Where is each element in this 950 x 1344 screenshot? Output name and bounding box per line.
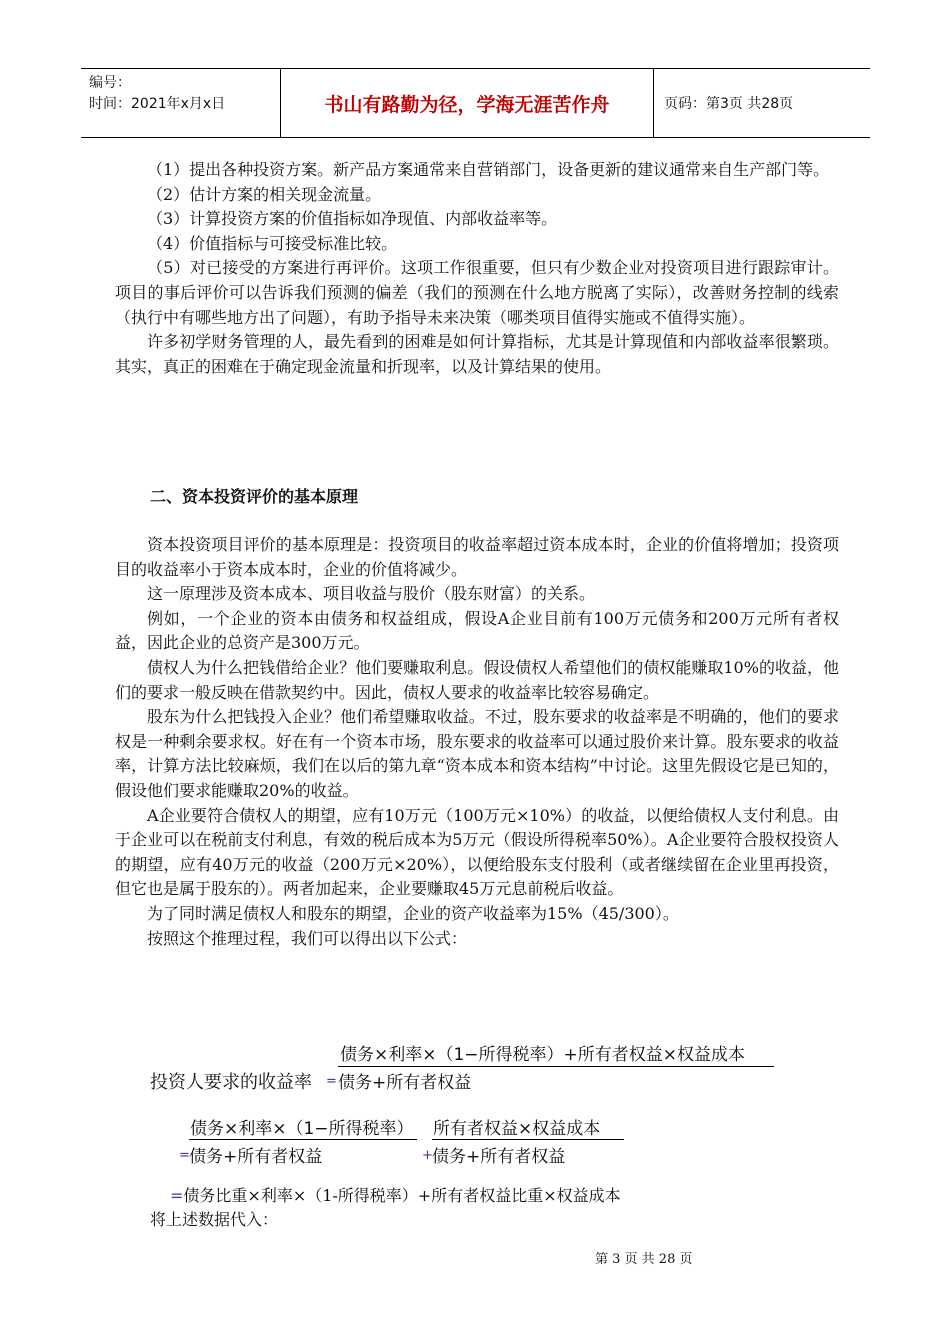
formula2-denominator-2: 债务+所有者权益 [432,1147,566,1167]
paragraph: 按照这个推理过程，我们可以得出以下公式： [147,928,468,948]
section-title: 二、资本投资评价的基本原理 [150,487,359,506]
doc-number: 编号： [89,75,131,91]
formula1-numerator: 债务×利率×（1−所得税率）+所有者权益×权益成本 [340,1045,746,1065]
formula1-lhs: 投资人要求的收益率 [150,1072,312,1093]
paragraph: A企业要符合债权人的期望，应有10万元（100万元×10%）的收益，以便给债权人支付利息。由于企业可以在税前支付利息，有效的税后成本为5万元（假设所得税率50%）。A企业要符合股权投资人的期望，应有40万元的收益（200万元×20%），以便给股东支付股利（或者继续留在企业里再投资，但它也是属于股东的）。两者加起来，企业要赚取45万元息前税后收益。 [115,805,839,899]
formula1-fraction-bar [338,1066,774,1067]
paragraph: （2）估计方案的相关现金流量。 [147,184,382,204]
formula2-numerator-2: 所有者权益×权益成本 [433,1119,601,1139]
paragraph: 为了同时满足债权人和股东的期望，企业的资产收益率为15%（45/300）。 [147,903,679,923]
body-mid [115,533,839,951]
formula2-fraction-bar-1 [189,1139,417,1140]
header-page-info: 页码：第3页 共28页 [664,96,794,112]
formula3-text: 债务比重×利率×（1-所得税率）+所有者权益比重×权益成本 [183,1186,621,1205]
formula3 [170,1183,621,1206]
paragraph: 这一原理涉及资本成本、项目收益与股价（股东财富）的关系。 [147,584,596,604]
header-meta [81,69,281,137]
last-line: 将上述数据代入： [150,1210,279,1229]
paragraph: （1）提出各种投资方案。新产品方案通常来自营销部门，设备更新的建议通常来自生产部门等。 [147,160,830,179]
doc-date: 时间：2021年x月x日 [89,96,226,112]
formula2-denominator-1: 债务+所有者权益 [189,1147,323,1167]
formula1-denominator: 债务+所有者权益 [338,1073,472,1093]
formula1-equals: = [326,1074,337,1089]
formula3-equals: = [170,1186,184,1205]
body-top [115,158,839,379]
page-footer: 第 3 页 共 28 页 [595,1252,693,1267]
page-header [81,68,870,138]
paragraph: 许多初学财务管理的人，最先看到的困难是如何计算指标，尤其是计算现值和内部收益率很繁琐。其实，真正的困难在于确定现金流量和折现率，以及计算结果的使用。 [115,332,839,376]
paragraph: （5）对已接受的方案进行再评价。这项工作很重要，但只有少数企业对投资项目进行跟踪审计。项目的事后评价可以告诉我们预测的偏差（我们的预测在什么地方脱离了实际），改善财务控制的线索（执行中有哪些地方出了问题），有助予指导未来决策（哪类项目值得实施或不值得实施）。 [115,258,839,327]
formula2-equals: = [179,1148,190,1163]
paragraph: 债权人为什么把钱借给企业？他们要赚取利息。假设债权人希望他们的债权能赚取10%的收益，他们的要求一般反映在借款契约中。因此，债权人要求的收益率比较容易确定。 [115,657,839,702]
paragraph: （3）计算投资方案的价值指标如净现值、内部收益率等。 [147,209,558,229]
paragraph: 股东为什么把钱投入企业？他们希望赚取收益。不过，股东要求的收益率是不明确的，他们的要求权是一种剩余要求权。好在有一个资本市场，股东要求的收益率可以通过股价来计算。股东要求的收益率，计算方法比较麻烦，我们在以后的第九章“资本成本和资本结构”中讨论。这里先假设它是已知的，假设他们要求能赚取20%的收益。 [115,707,839,800]
paragraph: （4）价值指标与可接受标准比较。 [147,233,398,253]
paragraph: 例如，一个企业的资本由债务和权益组成，假设A企业目前有100万元债务和200万元所有者权益，因此企业的总资产是300万元。 [115,608,839,653]
formula2-plus: + [422,1148,433,1163]
formula2-fraction-bar-2 [432,1139,624,1140]
formula2-numerator-1: 债务×利率×（1−所得税率） [190,1119,414,1139]
paragraph: 资本投资项目评价的基本原理是：投资项目的收益率超过资本成本时，企业的价值将增加；投资项目的收益率小于资本成本时，企业的价值将减少。 [115,535,839,579]
header-motto: 书山有路勤为径，学海无涯苦作舟 [281,69,654,137]
